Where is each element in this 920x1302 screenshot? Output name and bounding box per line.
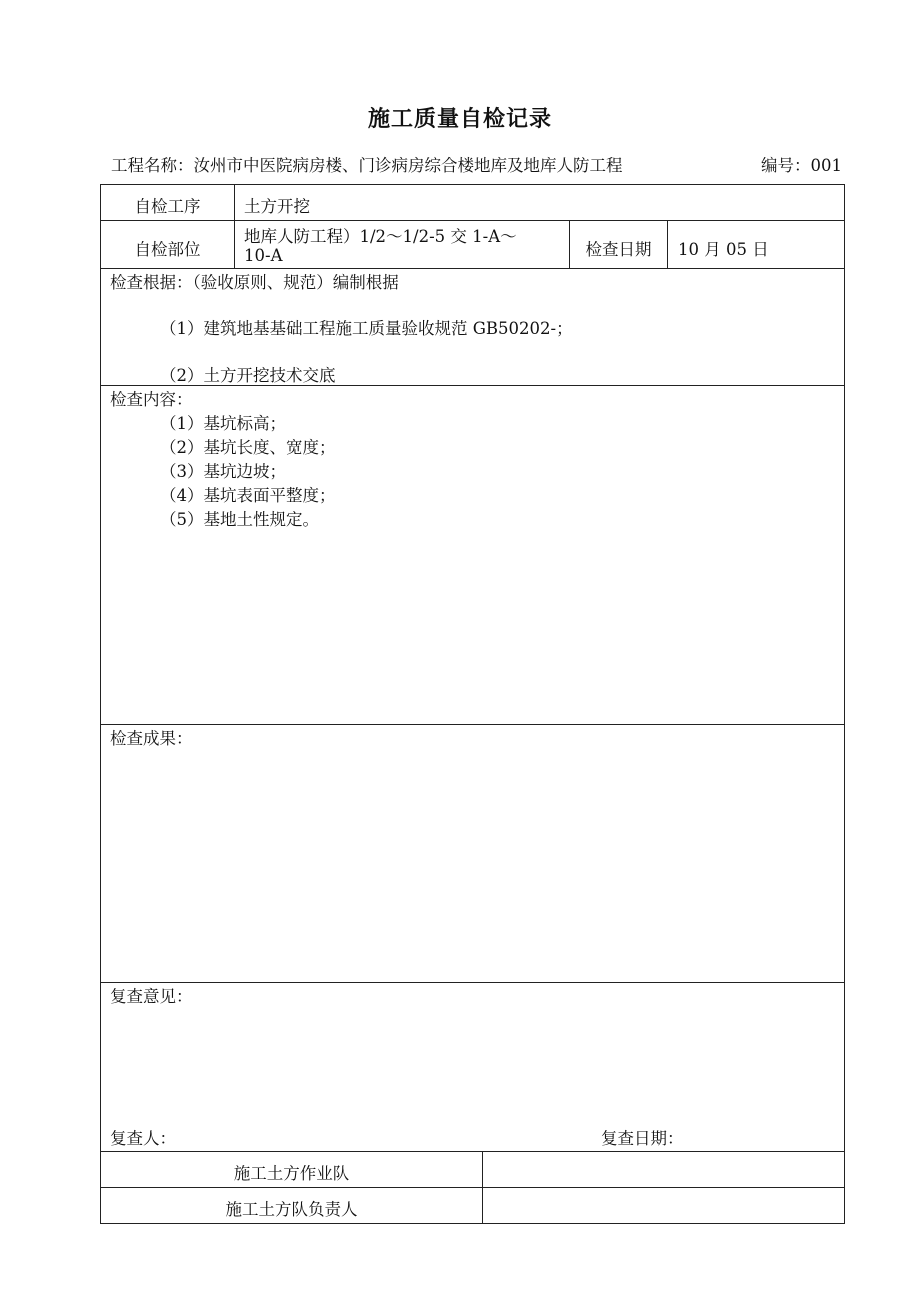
process-value: 土方开挖	[244, 197, 310, 216]
basis-item: （2）土方开挖技术交底	[160, 366, 336, 385]
date-value: 10 月 05 日	[678, 240, 769, 259]
content-item: （2）基坑长度、宽度；	[160, 438, 336, 457]
content-heading: 检查内容：	[110, 390, 193, 409]
document-title: 施工质量自检记录	[367, 106, 552, 132]
process-label: 自检工序	[134, 197, 201, 216]
row-divider	[100, 982, 845, 983]
column-divider	[234, 184, 235, 268]
date-label: 检查日期	[585, 240, 652, 259]
column-divider	[482, 1151, 483, 1223]
basis-heading: 检查根据：（验收原则、规范）编制根据	[110, 273, 399, 292]
location-value-line2: 10-A	[244, 246, 283, 265]
project-name: 工程名称：汝州市中医院病房楼、门诊病房综合楼地库及地库人防工程	[111, 156, 623, 175]
review-heading: 复查意见：	[110, 987, 193, 1006]
row-divider	[100, 724, 845, 725]
location-value-line1: 地库人防工程）1/2～1/2-5 交 1-A～	[244, 227, 517, 246]
result-heading: 检查成果：	[110, 729, 193, 748]
basis-item: （1）建筑地基基础工程施工质量验收规范 GB50202-；	[160, 319, 573, 338]
location-label: 自检部位	[134, 240, 201, 259]
table-border-right	[844, 184, 845, 1224]
content-item: （5）基地土性规定。	[160, 510, 319, 529]
content-item: （4）基坑表面平整度；	[160, 486, 336, 505]
row-divider	[100, 1151, 845, 1152]
content-item: （1）基坑标高；	[160, 414, 286, 433]
reviewer-label: 复查人：	[110, 1129, 176, 1148]
leader-label: 施工土方队负责人	[225, 1200, 358, 1219]
row-divider	[100, 268, 845, 269]
row-divider	[100, 1187, 845, 1188]
table-border-left	[100, 184, 101, 1224]
document-number: 编号：001	[761, 156, 842, 175]
column-divider	[667, 220, 668, 268]
review-date-label: 复查日期：	[601, 1129, 684, 1148]
table-border-top	[100, 184, 845, 185]
team-label: 施工土方作业队	[233, 1164, 350, 1183]
row-divider	[100, 220, 845, 221]
table-border-bottom	[100, 1223, 845, 1224]
content-item: （3）基坑边坡；	[160, 462, 286, 481]
